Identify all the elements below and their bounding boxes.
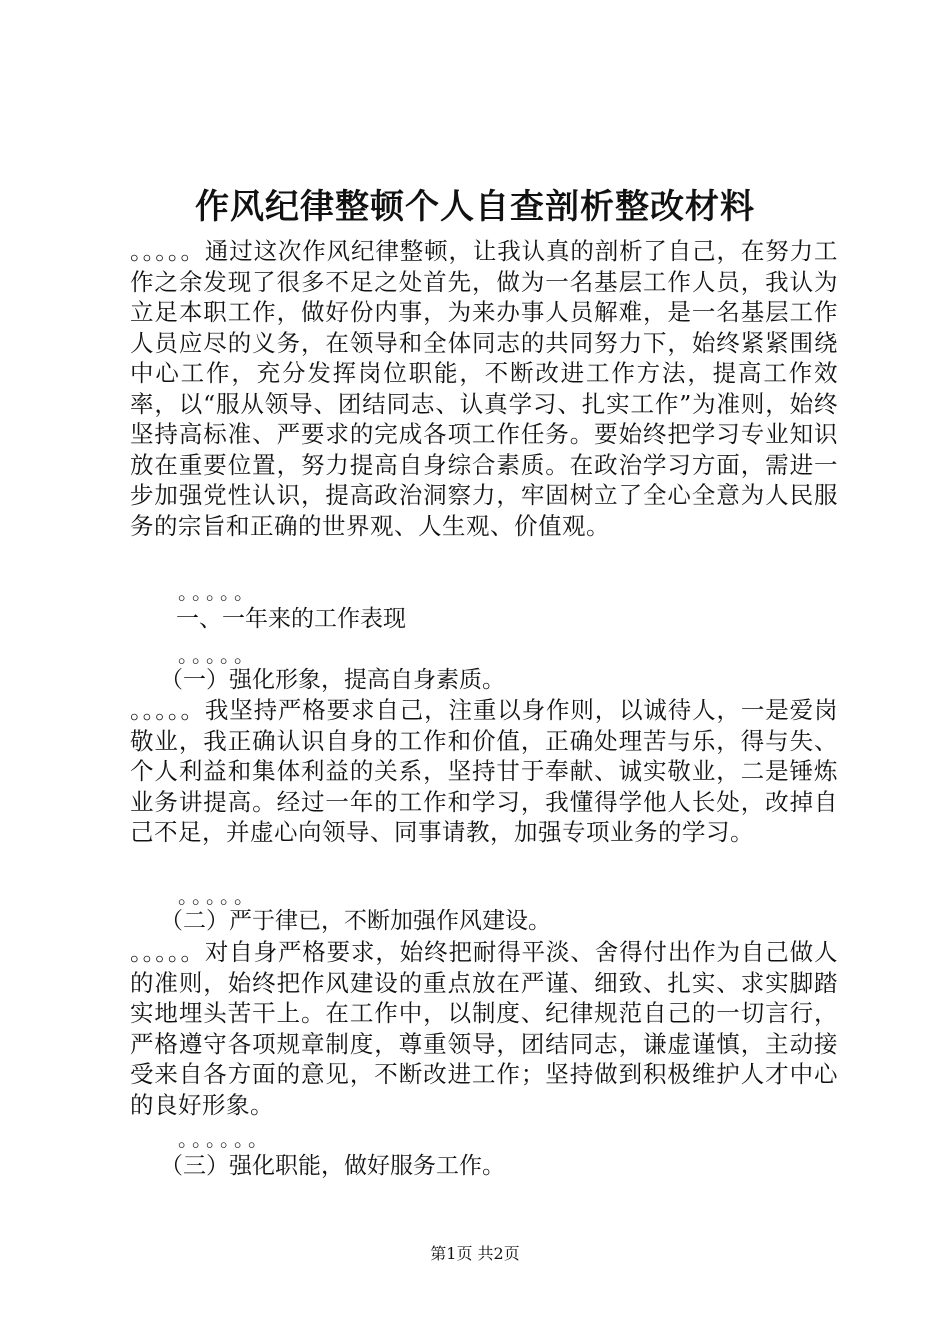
document-title: 作风纪律整顿个人自查剖析整改材料	[195, 187, 755, 227]
page-footer: 第1页 共2页	[430, 1244, 520, 1263]
subsection-1-paragraph: 。。。。。我坚持严格要求自己，注重以身作则，以诚待人，一是爱岗敬业，我正确认识自身的工作和价值，正确处理苦与乐，得与失、个人利益和集体利益的关系，坚持甘于奉献、诚实敬业，二是锤炼业务讲提高。经过一年的工作和学习，我懂得学他人长处，改掉自己不足，并虚心向领导、同事请教，加强专项业务的学习。	[130, 696, 838, 846]
dots-separator-1: 。。。。。	[178, 580, 258, 604]
subsection-heading-1: （一）强化形象，提高自身素质。	[160, 667, 505, 693]
dots-separator-4: 。。。。。。	[178, 1127, 272, 1151]
section-heading-work-performance: 一、一年来的工作表现	[176, 606, 406, 632]
subsection-heading-3: （三）强化职能，做好服务工作。	[160, 1153, 505, 1179]
dots-separator-2: 。。。。。	[178, 643, 258, 667]
intro-paragraph: 。。。。。通过这次作风纪律整顿，让我认真的剖析了自己，在努力工作之余发现了很多不足之处首先，做为一名基层工作人员，我认为立足本职工作，做好份内事，为来办事人员解难，是一名基层工作人员应尽的义务，在领导和全体同志的共同努力下，始终紧紧围绕中心工作，充分发挥岗位职能，不断改进工作方法，提高工作效率，以“服从领导、团结同志、认真学习、扎实工作”为准则，始终坚持高标准、严要求的完成各项工作任务。要始终把学习专业知识放在重要位置，努力提高自身综合素质。在政治学习方面，需进一步加强党性认识，提高政治洞察力，牢固树立了全心全意为人民服务的宗旨和正确的世界观、人生观、价值观。	[130, 237, 838, 540]
subsection-heading-2: （二）严于律已，不断加强作风建设。	[160, 908, 551, 934]
subsection-2-paragraph: 。。。。。对自身严格要求，始终把耐得平淡、舍得付出作为自己做人的准则，始终把作风建设的重点放在严谨、细致、扎实、求实脚踏实地埋头苦干上。在工作中，以制度、纪律规范自己的一切言行，严格遵守各项规章制度，尊重领导，团结同志，谦虚谨慎，主动接受来自各方面的意见，不断改进工作；坚持做到积极维护人才中心的良好形象。	[130, 938, 838, 1119]
dots-separator-3: 。。。。。	[178, 884, 258, 908]
